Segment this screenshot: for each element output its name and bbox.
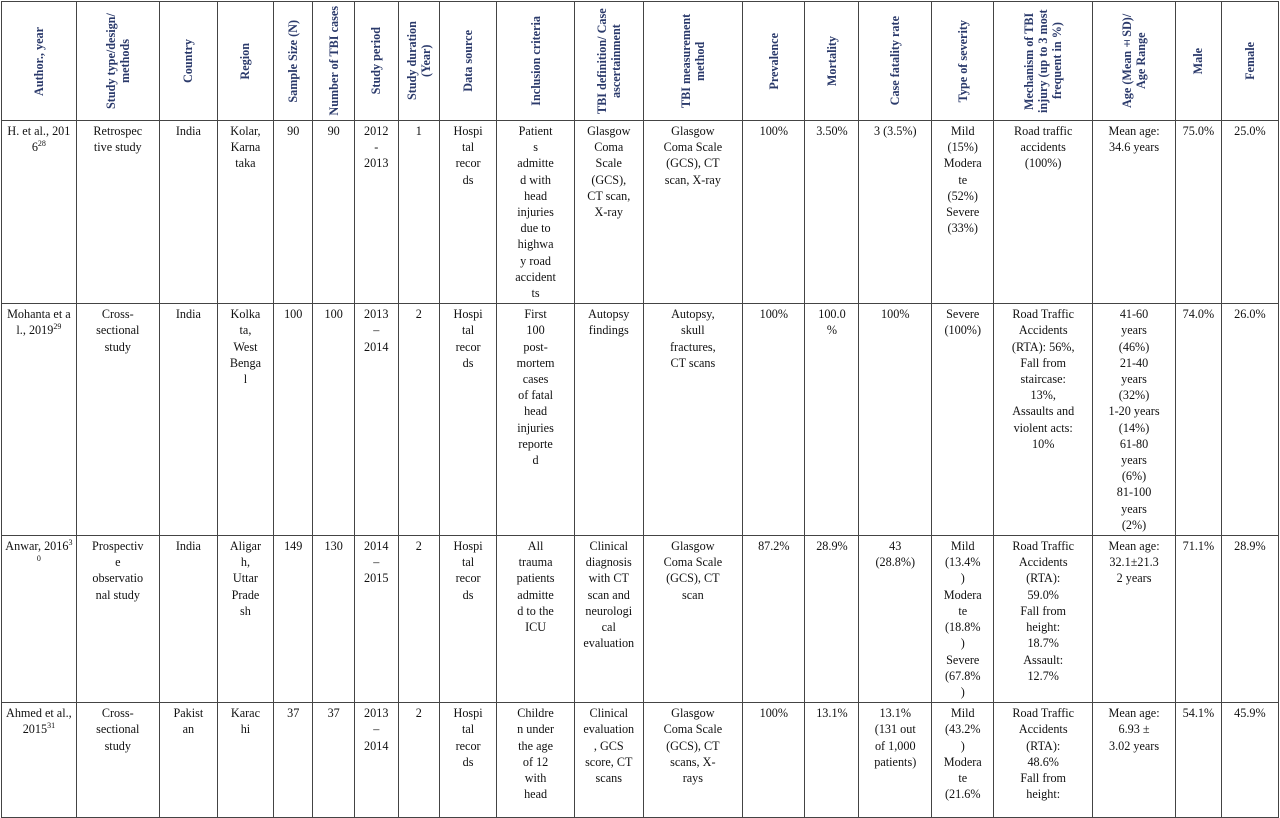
cell-text: 2 — [415, 539, 422, 554]
column-header-label: Country — [181, 38, 196, 83]
table-cell — [859, 304, 932, 536]
table-cell — [994, 304, 1093, 536]
cell-text: Mild (43.2% ) Modera te (21.6% — [943, 706, 982, 802]
table-cell — [273, 536, 312, 703]
author-label: H. et al., 2016 — [7, 124, 71, 155]
cell-text: India — [175, 539, 201, 554]
column-header-label: Mortality — [824, 35, 839, 87]
table-cell — [217, 703, 273, 818]
table-cell — [440, 536, 497, 703]
cell-text: 41-60 years (46%) 21-40 years (32%) 1-20 years (14%) 61-80 years (6%) 81-100 years (2%) — [1108, 307, 1160, 532]
cell-text: 25.0% — [1234, 124, 1266, 138]
table-cell — [76, 304, 159, 536]
table-cell — [313, 304, 355, 536]
reference-number: 28 — [37, 139, 46, 149]
table-cell — [1093, 304, 1176, 536]
cell-text: Hospi tal recor ds — [453, 124, 483, 187]
column-header-label: Mechanism of TBI injury (up to 3 most frequent in %) — [1022, 9, 1065, 113]
table-cell — [575, 121, 644, 304]
column-header — [354, 2, 398, 121]
cell-text: 1 — [415, 124, 422, 138]
cell-text: 100% — [759, 124, 789, 138]
column-header — [1176, 2, 1222, 121]
table-cell — [743, 121, 805, 304]
column-header — [805, 2, 859, 121]
cell-text: 87.2% — [758, 539, 790, 554]
reference-number: 31 — [47, 721, 56, 731]
table-cell — [398, 703, 440, 818]
reference-number: 30 — [36, 538, 73, 564]
table-cell — [398, 304, 440, 536]
cell-text: Hospi tal recor ds — [453, 706, 483, 769]
cell-text: 2 — [415, 307, 422, 322]
cell-text: 45.9% — [1234, 706, 1266, 721]
column-header-label: Number of TBI cases — [326, 6, 341, 116]
cell-text: Clinical evaluation , GCS score, CT scans — [583, 706, 635, 785]
cell-text: Retrospec tive study — [93, 124, 143, 155]
cell-text: Severe (100%) — [944, 307, 982, 338]
table-cell — [643, 536, 743, 703]
table-cell — [805, 121, 859, 304]
table-cell — [575, 703, 644, 818]
table-cell — [805, 304, 859, 536]
table-cell — [932, 304, 994, 536]
cell-text: 100% — [759, 307, 789, 322]
cell-text: 149 — [284, 539, 303, 554]
cell-text: Mean age: 6.93 ± 3.02 years — [1108, 706, 1160, 753]
cell-text: Autopsy findings — [588, 307, 630, 338]
column-header — [159, 2, 217, 121]
table-cell — [398, 121, 440, 304]
author-cell — [2, 703, 77, 818]
column-header — [398, 2, 440, 121]
column-header-label: Prevalence — [766, 32, 781, 90]
cell-text: 71.1% — [1182, 539, 1215, 554]
study-table — [1, 1, 1279, 818]
column-header — [994, 2, 1093, 121]
column-header-label: Study type/design/ methods — [103, 13, 132, 109]
table-cell — [1221, 536, 1278, 703]
table-cell — [1176, 536, 1222, 703]
cell-text: 3 (3.5%) — [873, 124, 917, 138]
table-cell — [994, 703, 1093, 818]
table-cell — [440, 121, 497, 304]
table-row — [2, 121, 1279, 304]
table-cell — [1093, 703, 1176, 818]
cell-text: Mean age: 32.1±21.3 2 years — [1108, 539, 1160, 586]
table-cell — [440, 703, 497, 818]
table-cell — [575, 536, 644, 703]
cell-text: Hospi tal recor ds — [453, 307, 483, 370]
cell-text: India — [175, 124, 201, 138]
column-header — [575, 2, 644, 121]
table-cell — [217, 121, 273, 304]
cell-text: Prospectiv e observatio nal study — [92, 539, 144, 602]
table-cell — [1093, 121, 1176, 304]
table-cell — [1221, 304, 1278, 536]
table-cell — [643, 121, 743, 304]
cell-text: 37 — [287, 706, 300, 721]
cell-text: 100% — [759, 706, 789, 721]
column-header-label: Case fatality rate — [888, 16, 903, 106]
column-header — [743, 2, 805, 121]
cell-text: Pakist an — [173, 706, 204, 737]
cell-text: Glasgow Coma Scale (GCS), CT scan, X-ray — [663, 124, 723, 187]
cell-text: 100 — [284, 307, 303, 322]
cell-text: Road Traffic Accidents (RTA): 59.0% Fall from height: 18.7% Assault: 12.7% — [1012, 539, 1075, 683]
column-header-label: Female — [1242, 42, 1257, 80]
column-header-label: Region — [238, 42, 253, 80]
column-header — [1093, 2, 1176, 121]
author-label: Mohanta et al., 2019 — [7, 307, 71, 338]
table-cell — [497, 703, 575, 818]
table-cell — [932, 121, 994, 304]
cell-text: Clinical diagnosis with CT scan and neurologi cal evaluation — [583, 539, 635, 651]
column-header-label: Study duration (Year) — [404, 21, 433, 101]
cell-text: 2013 – 2014 — [364, 307, 389, 354]
table-cell — [76, 703, 159, 818]
table-cell — [217, 304, 273, 536]
table-cell — [743, 304, 805, 536]
table-cell — [76, 536, 159, 703]
cell-text: First 100 post- mortem cases of fatal head injuries reporte d — [516, 307, 555, 468]
table-cell — [159, 536, 217, 703]
author-cell — [2, 536, 77, 703]
header-row — [2, 2, 1279, 121]
column-header — [440, 2, 497, 121]
cell-text: Aligar h, Uttar Prade sh — [229, 539, 262, 618]
column-header-label: Author., year — [31, 26, 46, 96]
table-cell — [273, 703, 312, 818]
cell-text: 54.1% — [1182, 706, 1215, 721]
column-header-label: Type of severity — [955, 19, 970, 103]
table-cell — [805, 703, 859, 818]
table-cell — [313, 536, 355, 703]
table-cell — [859, 536, 932, 703]
table-cell — [76, 121, 159, 304]
cell-text: Kolka ta, West Benga l — [229, 307, 262, 387]
column-header-label: Study period — [369, 27, 384, 95]
cell-text: 2013 – 2014 — [364, 706, 389, 753]
column-header-label: Inclusion criteria — [528, 16, 543, 106]
table-row — [2, 536, 1279, 703]
cell-text: Road Traffic Accidents (RTA): 48.6% Fall from height: — [1012, 706, 1075, 802]
table-cell — [859, 121, 932, 304]
author-cell — [2, 304, 77, 536]
cell-text: 2 — [415, 706, 422, 721]
author-label: Ahmed et al., 2015 — [6, 706, 72, 737]
cell-text: 90 — [287, 124, 300, 138]
reference-number: 29 — [53, 322, 62, 332]
table-cell — [159, 703, 217, 818]
table-cell — [354, 536, 398, 703]
cell-text: India — [175, 307, 201, 322]
table-cell — [273, 304, 312, 536]
table-cell — [398, 536, 440, 703]
column-header-label: TBI measurement method — [678, 13, 707, 109]
column-header-label: Age (Mean±SD)/ Age Range — [1120, 13, 1149, 109]
author-cell — [2, 121, 77, 304]
table-cell — [354, 121, 398, 304]
table-cell — [805, 536, 859, 703]
column-header — [497, 2, 575, 121]
table-cell — [1221, 703, 1278, 818]
column-header-label: Data source — [461, 30, 476, 92]
column-header — [932, 2, 994, 121]
cell-text: 13.1% (131 out of 1,000 patients) — [874, 706, 917, 769]
table-cell — [313, 703, 355, 818]
table-cell — [354, 703, 398, 818]
cell-text: 13.1% — [816, 706, 848, 721]
table-cell — [497, 536, 575, 703]
cell-text: Kolar, Karna taka — [230, 124, 261, 171]
cell-text: 28.9% — [1234, 539, 1266, 554]
cell-text: 100.0 % — [818, 307, 846, 338]
cell-text: Karac hi — [230, 706, 260, 737]
cell-text: Cross- sectional study — [96, 706, 140, 753]
cell-text: 43 (28.8%) — [875, 539, 916, 570]
column-header — [313, 2, 355, 121]
cell-text: Road Traffic Accidents (RTA): 56%, Fall from staircase: 13%, Assaults and violent acts: 10% — [1011, 307, 1075, 451]
table-cell — [859, 703, 932, 818]
cell-text: 26.0% — [1234, 307, 1266, 322]
cell-text: Mild (15%) Modera te (52%) Severe (33%) — [943, 124, 982, 236]
table-cell — [994, 121, 1093, 304]
column-header-label: Male — [1191, 47, 1206, 75]
table-cell — [1221, 121, 1278, 304]
table-cell — [497, 304, 575, 536]
author-label: Anwar, 2016 — [5, 539, 69, 554]
cell-text: Mild (13.4% ) Modera te (18.8% ) Severe (67.8% ) — [943, 539, 982, 699]
table-cell — [313, 121, 355, 304]
table-cell — [159, 304, 217, 536]
table-cell — [354, 304, 398, 536]
column-header — [76, 2, 159, 121]
cell-text: Patient s admitte d with head injuries due to highwa y road accident ts — [515, 124, 556, 301]
table-cell — [932, 536, 994, 703]
cell-text: 3.50% — [816, 124, 848, 138]
table-cell — [743, 536, 805, 703]
cell-text: 100% — [881, 307, 910, 322]
cell-text: Childre n under the age of 12 with head — [517, 706, 555, 802]
table-cell — [932, 703, 994, 818]
table-cell — [440, 304, 497, 536]
column-header — [643, 2, 743, 121]
table-cell — [743, 703, 805, 818]
cell-text: All trauma patients admitte d to the ICU — [516, 539, 555, 635]
cell-text: Glasgow Coma Scale (GCS), CT scans, X- rays — [663, 706, 723, 785]
table-cell — [1176, 703, 1222, 818]
column-header — [1221, 2, 1278, 121]
table-cell — [643, 703, 743, 818]
table-cell — [994, 536, 1093, 703]
cell-text: Autopsy, skull fractures, CT scans — [670, 307, 716, 370]
table-cell — [217, 536, 273, 703]
table-cell — [575, 304, 644, 536]
column-header-label: Sample Size (N) — [286, 19, 301, 103]
table-cell — [497, 121, 575, 304]
cell-text: Mean age: 34.6 years — [1108, 124, 1160, 155]
column-header — [273, 2, 312, 121]
cell-text: 130 — [324, 539, 343, 554]
cell-text: Glasgow Coma Scale (GCS), CT scan, X-ray — [587, 124, 631, 220]
column-header — [2, 2, 77, 121]
column-header — [859, 2, 932, 121]
table-cell — [159, 121, 217, 304]
cell-text: 2012 - 2013 — [364, 124, 389, 171]
table-cell — [1093, 536, 1176, 703]
cell-text: 2014 – 2015 — [364, 539, 389, 586]
column-header-label: TBI definition/ Case ascertainment — [594, 8, 623, 114]
cell-text: 74.0% — [1182, 307, 1215, 322]
cell-text: 100 — [324, 307, 343, 322]
cell-text: Road traffic accidents (100%) — [1014, 124, 1073, 171]
table-cell — [273, 121, 312, 304]
cell-text: Glasgow Coma Scale (GCS), CT scan — [663, 539, 723, 602]
cell-text: 37 — [327, 706, 340, 721]
table-cell — [643, 304, 743, 536]
cell-text: 28.9% — [816, 539, 848, 554]
table-row — [2, 703, 1279, 818]
cell-text: 90 — [327, 124, 340, 138]
cell-text: Cross- sectional study — [96, 307, 140, 354]
column-header — [217, 2, 273, 121]
table-cell — [1176, 304, 1222, 536]
cell-text: Hospi tal recor ds — [453, 539, 483, 602]
table-row — [2, 304, 1279, 536]
cell-text: 75.0% — [1182, 124, 1215, 138]
table-cell — [1176, 121, 1222, 304]
